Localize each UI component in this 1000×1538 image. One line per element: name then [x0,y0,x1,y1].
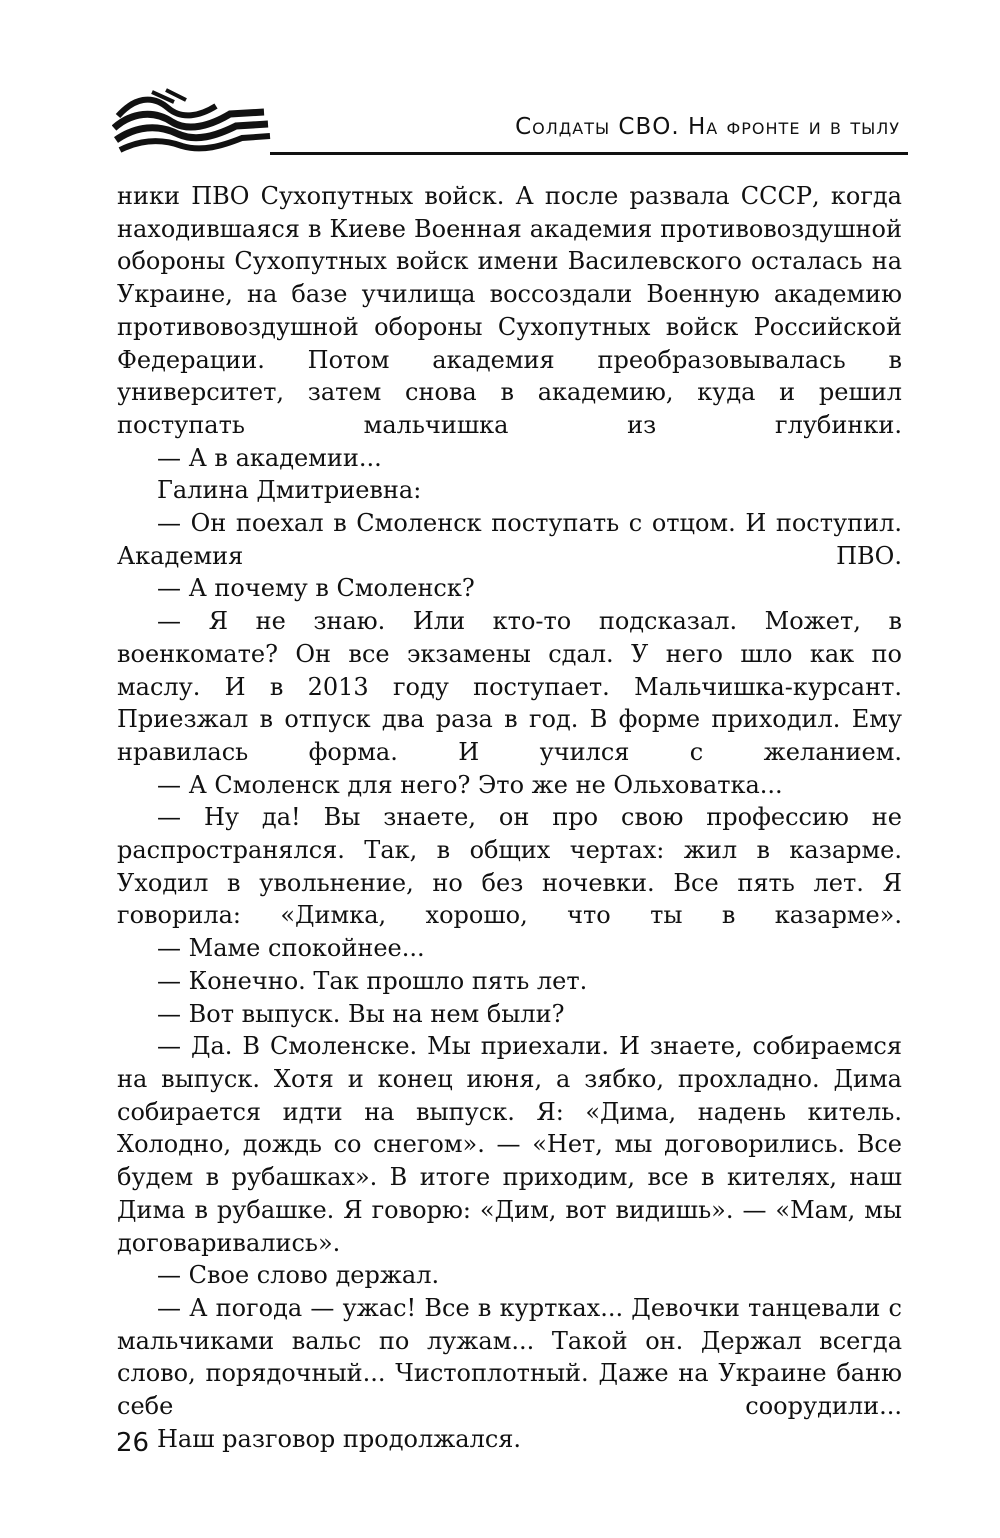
paragraph: — Он поехал в Смоленск поступать с отцом. И поступил. Академия ПВО. [117,509,902,570]
paragraph: — А почему в Смоленск? [157,574,475,603]
page-header [108,88,908,168]
page-body [117,180,902,1455]
paragraph: — Конечно. Так прошло пять лет. [157,966,588,995]
flag-stripes-icon [112,88,274,158]
header-rule [270,152,908,155]
paragraph: — Вот выпуск. Вы на нем были? [157,999,565,1028]
paragraph: Галина Дмитриевна: [157,476,422,505]
running-title: Солдаты СВО. На фронте и в тылу [515,114,900,140]
paragraph: — Да. В Смоленске. Мы приехали. И знаете, собираемся на выпуск. Хотя и конец июня, а зябко, прохладно. Дима собирается идти на выпуск. Я: «Дима, надень китель. Холодно, дождь со снегом». — «Нет, мы договорились. Все будем в рубашках». В итоге приходим, все в кителях, наш Дима в рубашке. Я говорю: «Дим, вот видишь». — «Мам, мы договаривались». [117,1032,902,1257]
paragraph: — Свое слово держал. [157,1261,440,1290]
paragraph: — Ну да! Вы знаете, он про свою профессию не распространялся. Так, в общих чертах: жил в казарме. Уходил в увольнение, но без ночевки. Все пять лет. Я говорила: «Димка, хорошо, что ты в казарме». [117,803,902,930]
paragraph: — А Смоленск для него? Это же не Ольховатка... [157,770,783,799]
page-number: 26 [116,1428,150,1458]
paragraph: ники ПВО Сухопутных войск. А после развала СССР, когда находившаяся в Киеве Военная академия противовоздушной обороны Сухопутных войск имени Василевского осталась на Украине, на базе училища воссоздали Военную академию противовоздушной обороны Сухопутных войск Российской Федерации. Потом академия преобразовывалась в университет, затем снова в академию, куда и решил поступать мальчишка из глубинки. [117,182,902,439]
paragraph: — Я не знаю. Или кто-то подсказал. Может, в военкомате? Он все экзамены сдал. У него шло как по маслу. И в 2013 году поступает. Мальчишка-курсант. Приезжал в отпуск два раза в год. В форме приходил. Ему нравилась форма. И учился с желанием. [117,607,902,766]
paragraph: — А в академии... [157,443,382,472]
paragraph: — Маме спокойнее... [157,934,425,963]
paragraph: Наш разговор продолжался. [157,1424,522,1453]
paragraph: — А погода — ужас! Все в куртках... Девочки танцевали с мальчиками вальс по лужам... Такой он. Держал всегда слово, порядочный... Чистоплотный. Даже на Украине баню себе соорудили... [117,1293,902,1421]
